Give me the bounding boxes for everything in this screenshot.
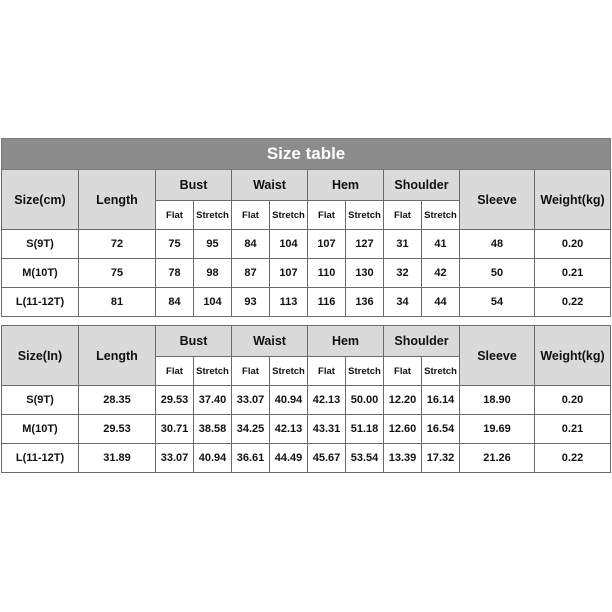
table-row [2, 386, 611, 415]
size-cell: L(11-12T) [2, 444, 79, 473]
bust-flat-cell: 75 [156, 230, 194, 259]
waist-flat-cell: 93 [232, 288, 270, 317]
bust-header: Bust [156, 170, 232, 201]
waist-stretch-subheader: Stretch [270, 357, 308, 386]
sleeve-cell: 48 [460, 230, 535, 259]
hem-flat-cell: 45.67 [308, 444, 346, 473]
weight-cell: 0.21 [535, 415, 611, 444]
bust-flat-cell: 84 [156, 288, 194, 317]
weight-cell: 0.20 [535, 230, 611, 259]
size-cell: M(10T) [2, 415, 79, 444]
weight-cell: 0.22 [535, 288, 611, 317]
length-header: Length [79, 170, 156, 230]
table-row [2, 415, 611, 444]
bust-stretch-subheader: Stretch [194, 357, 232, 386]
weight-cell: 0.22 [535, 444, 611, 473]
size-cell: L(11-12T) [2, 288, 79, 317]
waist-flat-cell: 84 [232, 230, 270, 259]
waist-stretch-cell: 113 [270, 288, 308, 317]
length-cell: 28.35 [79, 386, 156, 415]
waist-stretch-cell: 42.13 [270, 415, 308, 444]
weight-header: Weight(kg) [535, 170, 611, 230]
hem-stretch-subheader: Stretch [346, 201, 384, 230]
size-header: Size(cm) [2, 170, 79, 230]
bust-flat-subheader: Flat [156, 357, 194, 386]
bust-stretch-cell: 104 [194, 288, 232, 317]
hem-flat-cell: 107 [308, 230, 346, 259]
hem-flat-cell: 116 [308, 288, 346, 317]
bust-stretch-cell: 37.40 [194, 386, 232, 415]
bust-stretch-cell: 38.58 [194, 415, 232, 444]
size-cell: S(9T) [2, 230, 79, 259]
length-header: Length [79, 326, 156, 386]
weight-cell: 0.20 [535, 386, 611, 415]
shoulder-stretch-cell: 44 [422, 288, 460, 317]
table-row [2, 444, 611, 473]
shoulder-stretch-cell: 16.54 [422, 415, 460, 444]
table-row [2, 259, 611, 288]
sleeve-cell: 50 [460, 259, 535, 288]
sleeve-header: Sleeve [460, 170, 535, 230]
sleeve-cell: 19.69 [460, 415, 535, 444]
shoulder-flat-cell: 12.20 [384, 386, 422, 415]
weight-cell: 0.21 [535, 259, 611, 288]
size-table-inches [1, 325, 611, 473]
waist-flat-cell: 36.61 [232, 444, 270, 473]
bust-header: Bust [156, 326, 232, 357]
shoulder-header: Shoulder [384, 326, 460, 357]
bust-stretch-subheader: Stretch [194, 201, 232, 230]
shoulder-flat-cell: 32 [384, 259, 422, 288]
bust-stretch-cell: 40.94 [194, 444, 232, 473]
length-cell: 72 [79, 230, 156, 259]
table-title: Size table [2, 139, 611, 170]
waist-flat-cell: 87 [232, 259, 270, 288]
shoulder-flat-subheader: Flat [384, 201, 422, 230]
shoulder-flat-cell: 13.39 [384, 444, 422, 473]
waist-header: Waist [232, 326, 308, 357]
size-header: Size(In) [2, 326, 79, 386]
shoulder-stretch-subheader: Stretch [422, 357, 460, 386]
hem-header: Hem [308, 170, 384, 201]
length-cell: 81 [79, 288, 156, 317]
table-row [2, 288, 611, 317]
bust-flat-cell: 30.71 [156, 415, 194, 444]
hem-stretch-cell: 53.54 [346, 444, 384, 473]
weight-header: Weight(kg) [535, 326, 611, 386]
waist-stretch-subheader: Stretch [270, 201, 308, 230]
waist-stretch-cell: 44.49 [270, 444, 308, 473]
waist-flat-subheader: Flat [232, 201, 270, 230]
shoulder-flat-cell: 34 [384, 288, 422, 317]
shoulder-stretch-cell: 16.14 [422, 386, 460, 415]
hem-flat-cell: 110 [308, 259, 346, 288]
shoulder-flat-subheader: Flat [384, 357, 422, 386]
hem-stretch-cell: 50.00 [346, 386, 384, 415]
bust-flat-subheader: Flat [156, 201, 194, 230]
size-table-cm [1, 138, 611, 317]
waist-stretch-cell: 107 [270, 259, 308, 288]
shoulder-header: Shoulder [384, 170, 460, 201]
hem-flat-subheader: Flat [308, 357, 346, 386]
hem-flat-subheader: Flat [308, 201, 346, 230]
waist-stretch-cell: 40.94 [270, 386, 308, 415]
sleeve-cell: 18.90 [460, 386, 535, 415]
length-cell: 31.89 [79, 444, 156, 473]
waist-flat-cell: 33.07 [232, 386, 270, 415]
hem-stretch-subheader: Stretch [346, 357, 384, 386]
bust-flat-cell: 78 [156, 259, 194, 288]
bust-stretch-cell: 95 [194, 230, 232, 259]
hem-stretch-cell: 130 [346, 259, 384, 288]
hem-flat-cell: 43.31 [308, 415, 346, 444]
shoulder-stretch-subheader: Stretch [422, 201, 460, 230]
sleeve-cell: 21.26 [460, 444, 535, 473]
hem-flat-cell: 42.13 [308, 386, 346, 415]
shoulder-stretch-cell: 17.32 [422, 444, 460, 473]
sleeve-cell: 54 [460, 288, 535, 317]
waist-header: Waist [232, 170, 308, 201]
shoulder-stretch-cell: 42 [422, 259, 460, 288]
bust-stretch-cell: 98 [194, 259, 232, 288]
hem-stretch-cell: 136 [346, 288, 384, 317]
length-cell: 75 [79, 259, 156, 288]
shoulder-flat-cell: 31 [384, 230, 422, 259]
bust-flat-cell: 33.07 [156, 444, 194, 473]
waist-flat-subheader: Flat [232, 357, 270, 386]
size-cell: S(9T) [2, 386, 79, 415]
hem-header: Hem [308, 326, 384, 357]
hem-stretch-cell: 51.18 [346, 415, 384, 444]
shoulder-stretch-cell: 41 [422, 230, 460, 259]
waist-stretch-cell: 104 [270, 230, 308, 259]
shoulder-flat-cell: 12.60 [384, 415, 422, 444]
bust-flat-cell: 29.53 [156, 386, 194, 415]
length-cell: 29.53 [79, 415, 156, 444]
sleeve-header: Sleeve [460, 326, 535, 386]
waist-flat-cell: 34.25 [232, 415, 270, 444]
table-row [2, 230, 611, 259]
size-cell: M(10T) [2, 259, 79, 288]
hem-stretch-cell: 127 [346, 230, 384, 259]
